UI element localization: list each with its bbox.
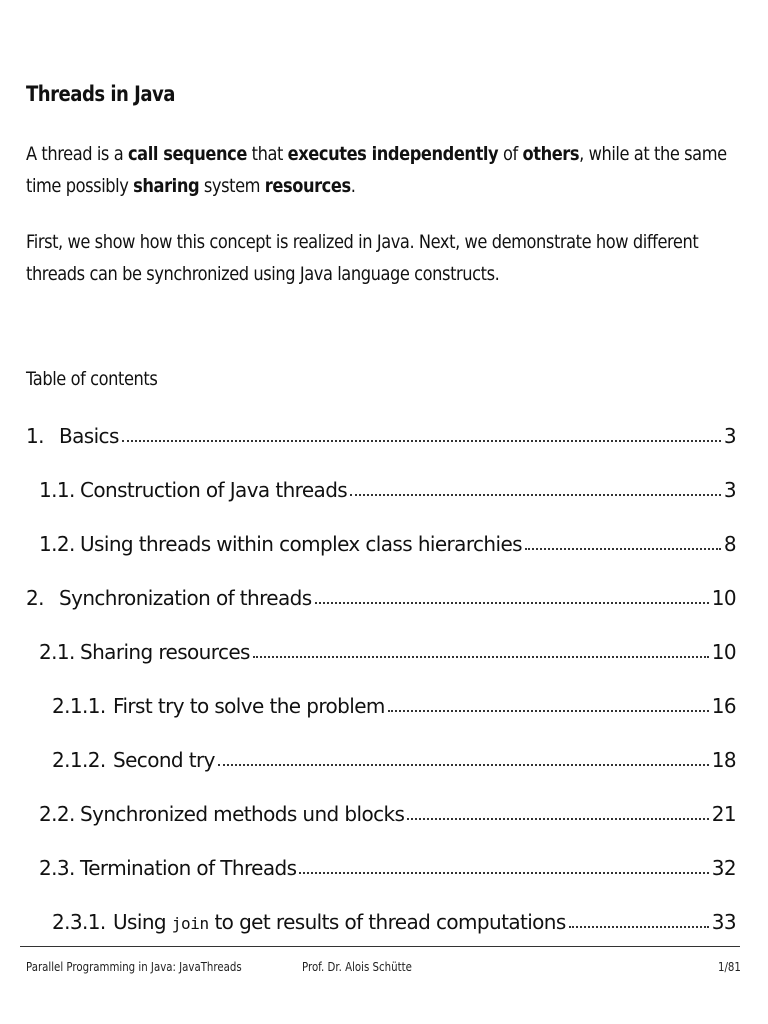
toc-entry-label: Synchronization of threads xyxy=(59,586,312,610)
toc-entry-page: 32 xyxy=(711,856,736,880)
toc-label-text: Using xyxy=(113,910,172,934)
toc-leader-dots xyxy=(122,440,721,442)
toc-entry-number: 2.1.2. xyxy=(52,748,106,772)
toc-entry-label: Basics xyxy=(59,424,119,448)
footer-author: Prof. Dr. Alois Schütte xyxy=(302,960,412,974)
intro-text-6: . xyxy=(350,175,356,197)
toc-entry-page: 10 xyxy=(711,640,736,664)
footer-page-number: 1/81 xyxy=(718,960,741,974)
toc-leader-dots xyxy=(407,818,708,820)
toc-entry-label: Second try xyxy=(113,748,215,772)
intro-text-1: A thread is a xyxy=(26,143,128,165)
toc-entry-number: 2.3.1. xyxy=(52,910,106,934)
footer-course: Parallel Programming in Java: JavaThreads xyxy=(26,960,242,974)
intro-text-5: system xyxy=(199,175,265,197)
intro-bold-sharing: sharing xyxy=(133,175,200,197)
toc-entry-number: 1.2. xyxy=(39,532,75,556)
toc-entry-number: 1.1. xyxy=(39,478,75,502)
intro-paragraph xyxy=(26,138,736,202)
toc-entry-number: 2. xyxy=(26,586,44,610)
toc-heading: Table of contents xyxy=(26,368,158,390)
toc-entry-number: 2.1.1. xyxy=(52,694,106,718)
toc-entry[interactable] xyxy=(39,852,736,880)
intro-text-4: , while at the same time possibly xyxy=(26,143,727,197)
intro-bold-others: others xyxy=(522,143,580,165)
intro-bold-executes-independently: executes independently xyxy=(287,143,499,165)
toc-leader-dots xyxy=(253,656,709,658)
toc-label-code: join xyxy=(171,914,209,933)
toc-entry-label: Synchronized methods und blocks xyxy=(80,802,405,826)
toc-leader-dots xyxy=(569,926,709,928)
toc-entry[interactable] xyxy=(39,474,736,502)
toc-entry[interactable] xyxy=(39,528,736,556)
toc-entry-number: 1. xyxy=(26,424,44,448)
toc-entry-page: 21 xyxy=(711,802,736,826)
toc-entry-page: 16 xyxy=(711,694,736,718)
toc-leader-dots xyxy=(388,710,709,712)
toc-entry-label: Termination of Threads xyxy=(80,856,297,880)
toc-leader-dots xyxy=(525,548,721,550)
footer-rule xyxy=(20,946,740,947)
toc-entry-number: 2.1. xyxy=(39,640,75,664)
intro-text-2: that xyxy=(246,143,288,165)
document-title: Threads in Java xyxy=(26,82,175,106)
toc-leader-dots xyxy=(350,494,721,496)
toc-entry-number: 2.2. xyxy=(39,802,75,826)
toc-entry-page: 3 xyxy=(723,478,736,502)
toc-entry[interactable] xyxy=(52,744,736,772)
toc-entry-page: 18 xyxy=(711,748,736,772)
toc-entry[interactable] xyxy=(26,582,736,610)
overview-paragraph: First, we show how this concept is realized in Java. Next, we demonstrate how different threads can be synchronized using Java language constructs. xyxy=(26,231,699,285)
toc-entry-label: First try to solve the problem xyxy=(113,694,385,718)
toc-entry[interactable] xyxy=(52,690,736,718)
toc-entry[interactable] xyxy=(39,636,736,664)
toc-entry[interactable] xyxy=(39,798,736,826)
toc-entry-page: 8 xyxy=(723,532,736,556)
toc-entry-number: 2.3. xyxy=(39,856,75,880)
toc-entry-page: 3 xyxy=(723,424,736,448)
intro-text-3: of xyxy=(498,143,523,165)
intro-bold-resources: resources xyxy=(264,175,351,197)
toc-entry-page: 10 xyxy=(711,586,736,610)
toc-leader-dots xyxy=(315,602,709,604)
toc-label-text: to get results of thread computations xyxy=(208,910,566,934)
toc-entry-label xyxy=(113,910,566,934)
toc-entry[interactable] xyxy=(52,906,736,934)
toc-leader-dots xyxy=(218,764,709,766)
toc-entry-label: Construction of Java threads xyxy=(80,478,348,502)
toc-entry-label: Sharing resources xyxy=(80,640,250,664)
toc-entry[interactable] xyxy=(26,420,736,448)
toc-entry-page: 33 xyxy=(711,910,736,934)
intro-bold-call-sequence: call sequence xyxy=(127,143,247,165)
toc-entry-label: Using threads within complex class hierarchies xyxy=(80,532,522,556)
toc-leader-dots xyxy=(299,872,708,874)
